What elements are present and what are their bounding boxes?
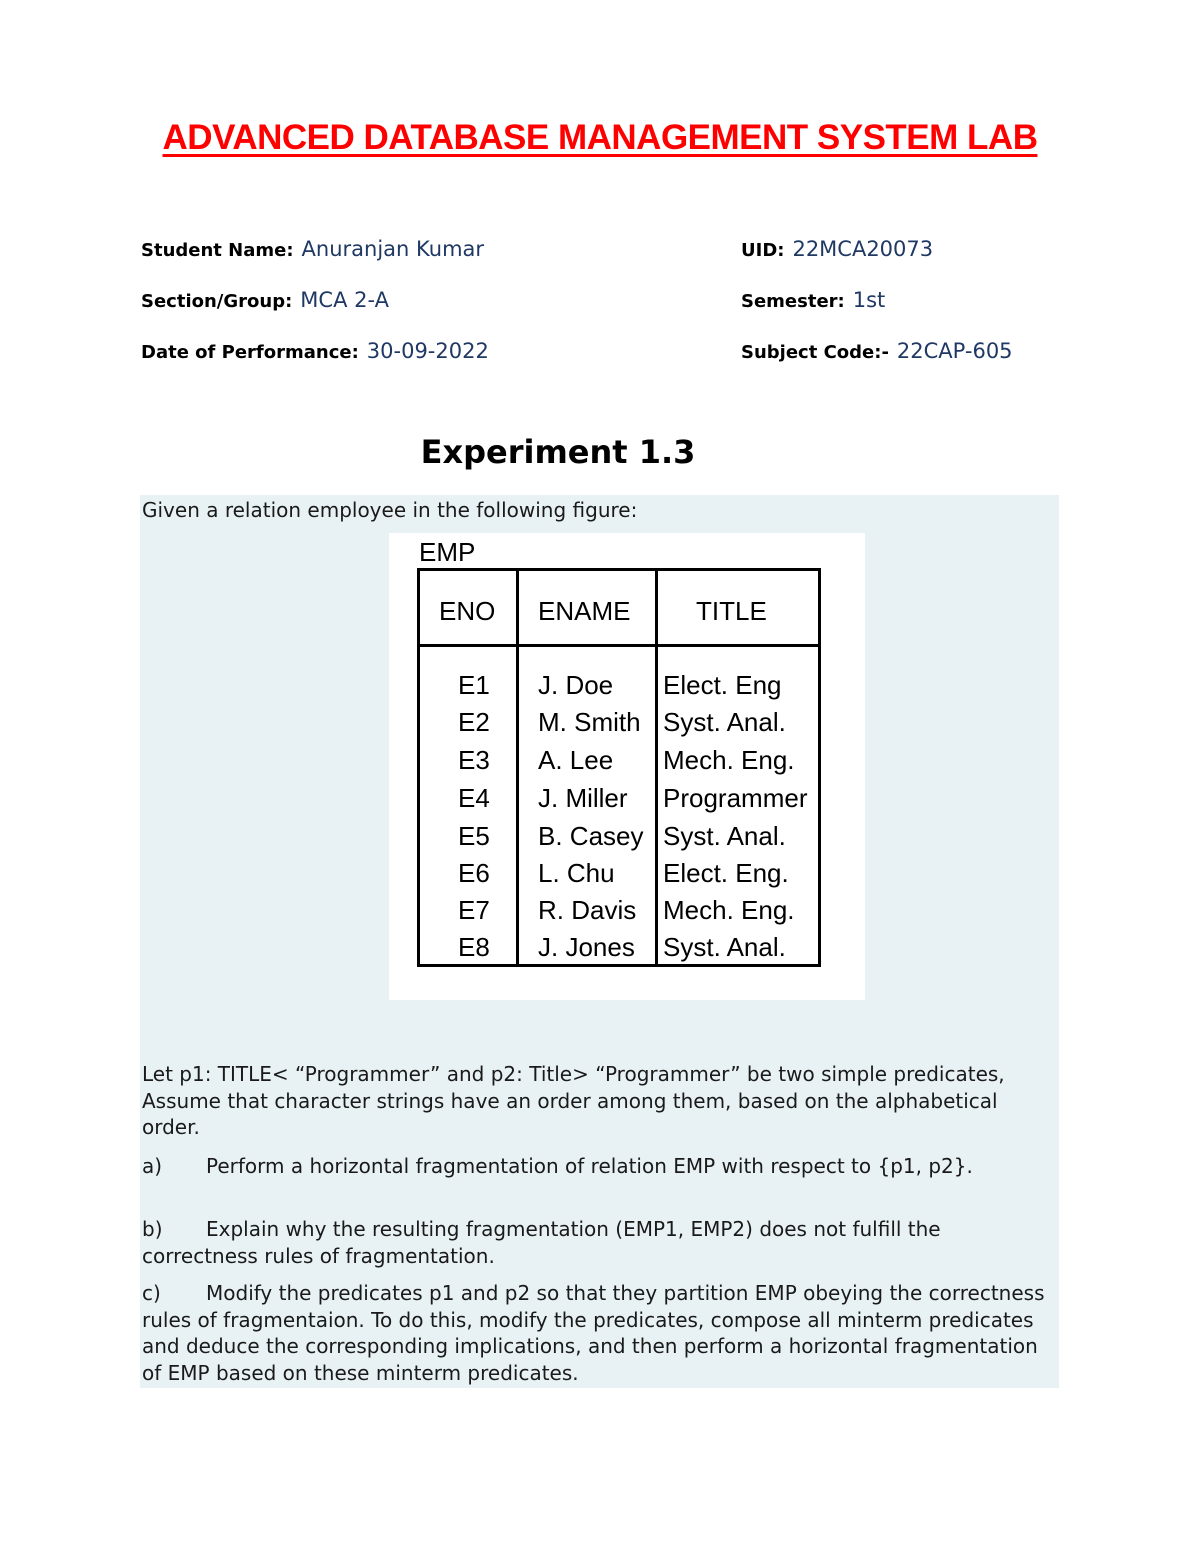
cell-eno: E2: [458, 707, 490, 737]
cell-ename: J. Jones: [538, 932, 635, 962]
document-title: ADVANCED DATABASE MANAGEMENT SYSTEM LAB: [162, 118, 1038, 157]
question-a-text: Perform a horizontal fragmentation of relation EMP with respect to {p1, p2}.: [206, 1154, 973, 1178]
cell-title: Mech. Eng.: [663, 745, 795, 775]
date-label: Date of Performance:: [141, 342, 359, 363]
cell-eno: E3: [458, 745, 490, 775]
cell-eno: E7: [458, 895, 490, 925]
cell-title: Syst. Anal.: [663, 821, 786, 851]
cell-title: Elect. Eng: [663, 670, 782, 700]
section-value: MCA 2-A: [300, 288, 389, 312]
question-a: [142, 1153, 1057, 1180]
date-value: 30-09-2022: [366, 339, 489, 363]
student-name-row: [141, 236, 484, 264]
header-eno: ENO: [439, 596, 496, 626]
question-c: [142, 1280, 1057, 1386]
student-name-label: Student Name:: [141, 240, 294, 261]
cell-ename: B. Casey: [538, 821, 644, 851]
column-divider: [516, 571, 519, 964]
cell-eno: E1: [458, 670, 490, 700]
question-b: [142, 1216, 1057, 1269]
section-row: [141, 287, 389, 315]
section-label: Section/Group:: [141, 291, 293, 312]
question-c-text: Modify the predicates p1 and p2 so that they partition EMP obeying the correctness rules of fragmentaion. To do this, modify the predicates, compose all minterm predicates and deduce the corresponding implications, and then perform a horizontal fragmentation of EMP based on these minterm predicates.: [142, 1281, 1045, 1385]
cell-title: Programmer: [663, 783, 808, 813]
intro-text: Given a relation employee in the following figure:: [142, 498, 638, 522]
cell-title: Syst. Anal.: [663, 707, 786, 737]
student-name-value: Anuranjan Kumar: [301, 237, 485, 261]
cell-title: Elect. Eng.: [663, 858, 789, 888]
uid-row: [741, 236, 933, 264]
semester-row: [741, 287, 885, 315]
semester-value: 1st: [852, 288, 886, 312]
emp-figure: [389, 533, 865, 1000]
cell-ename: M. Smith: [538, 707, 641, 737]
cell-ename: R. Davis: [538, 895, 637, 925]
uid-value: 22MCA20073: [792, 237, 934, 261]
semester-label: Semester:: [741, 291, 845, 312]
experiment-heading: Experiment 1.3: [420, 433, 696, 471]
header-ename: ENAME: [538, 596, 631, 626]
subject-code-value: 22CAP-605: [896, 339, 1013, 363]
question-b-label: b): [142, 1217, 163, 1241]
predicate-paragraph: Let p1: TITLE< “Programmer” and p2: Title> “Programmer” be two simple predicates, Assume that character strings have an order among them, based on the alphabetical order.: [142, 1062, 1005, 1139]
cell-eno: E5: [458, 821, 490, 851]
date-row: [141, 338, 489, 366]
header-divider: [420, 644, 818, 647]
subject-code-row: [741, 338, 1013, 366]
emp-table: [417, 568, 821, 967]
question-c-label: c): [142, 1281, 161, 1305]
cell-eno: E8: [458, 932, 490, 962]
cell-ename: L. Chu: [538, 858, 615, 888]
cell-title: Syst. Anal.: [663, 932, 786, 962]
subject-code-label: Subject Code:-: [741, 342, 889, 363]
column-divider: [655, 571, 658, 964]
cell-ename: J. Doe: [538, 670, 614, 700]
uid-label: UID:: [741, 240, 785, 261]
cell-title: Mech. Eng.: [663, 895, 795, 925]
figure-title: EMP: [419, 537, 476, 567]
cell-ename: J. Miller: [538, 783, 628, 813]
question-a-label: a): [142, 1154, 163, 1178]
cell-ename: A. Lee: [538, 745, 614, 775]
cell-eno: E4: [458, 783, 490, 813]
question-b-text: Explain why the resulting fragmentation (EMP1, EMP2) does not fulfill the correctness rules of fragmentation.: [142, 1217, 941, 1268]
header-title: TITLE: [696, 596, 767, 626]
cell-eno: E6: [458, 858, 490, 888]
